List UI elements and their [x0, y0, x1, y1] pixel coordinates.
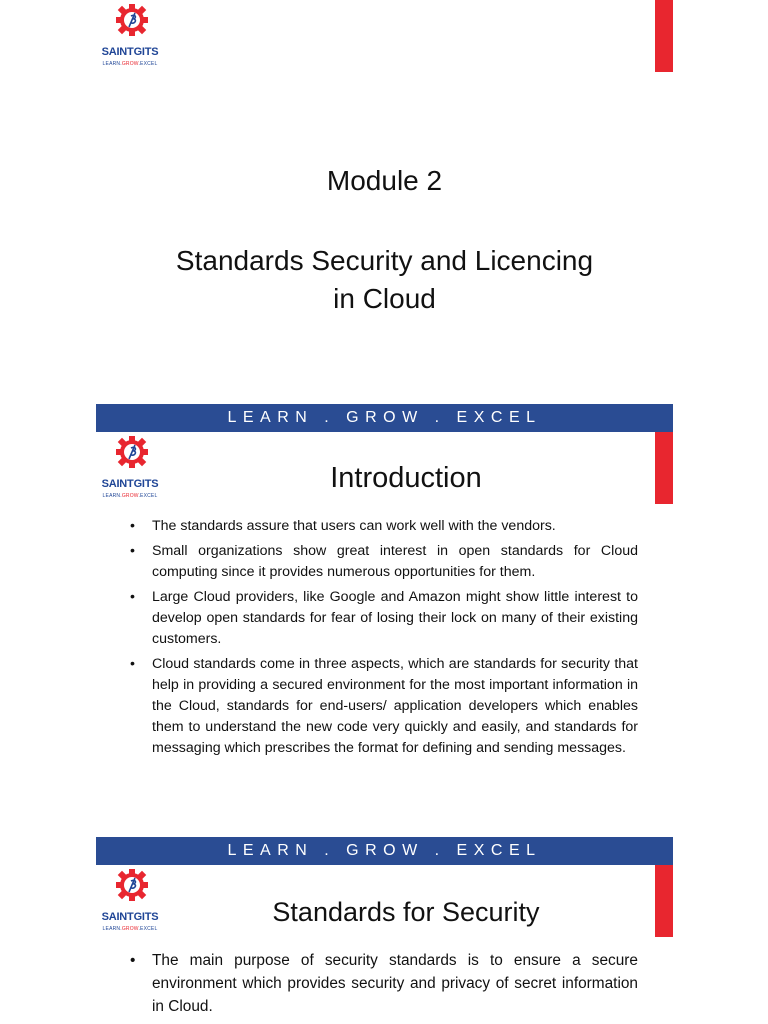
saintgits-logo: [100, 4, 160, 70]
logo-name: SAINTGITS: [101, 911, 159, 923]
bullet-item: • Small organizations show great interest in open standards for Cloud computing since it provides numerous opportunities for them.: [126, 541, 638, 583]
slide-introduction: [96, 432, 673, 837]
module-subtitle: [136, 242, 633, 318]
red-accent-bar: [655, 432, 673, 504]
logo-tagline: LEARN.GROW.EXCEL: [102, 493, 158, 499]
bullet-item: • The standards assure that users can work well with the vendors.: [126, 516, 638, 537]
gear-logo-icon: [116, 4, 148, 44]
logo-tagline: LEARN.GROW.EXCEL: [102, 61, 158, 67]
logo-name: SAINTGITS: [101, 478, 159, 490]
gear-logo-icon: [116, 436, 148, 476]
slide-module-title: [96, 0, 673, 404]
bullet-item: • Large Cloud providers, like Google and Amazon might show little interest to develop open standards for fear of losing their lock on many of their existing customers.: [126, 587, 638, 650]
saintgits-logo: [100, 869, 160, 935]
footer-banner: LEARN . GROW . EXCEL: [96, 837, 673, 865]
saintgits-logo: [100, 436, 160, 502]
module-title: Module 2: [326, 165, 443, 196]
bullet-item: • The main purpose of security standards is to ensure a secure environment which provides security and privacy of secret information in Cloud.: [126, 949, 638, 1018]
module-subtitle-line1: Standards Security and Licencing: [175, 245, 594, 276]
bullet-item: • Cloud standards come in three aspects, which are standards for security that help in providing a secured environment for the most important information in the Cloud, standards for end-users/ application developers which enables them to understand the new code very quickly and easily, and standards for messaging which prescribes the format for defining and sending messages.: [126, 654, 638, 759]
red-accent-bar: [655, 0, 673, 72]
logo-tagline: LEARN.GROW.EXCEL: [102, 926, 158, 932]
logo-name: SAINTGITS: [101, 46, 159, 58]
footer-banner: LEARN . GROW . EXCEL: [96, 404, 673, 432]
slide-heading: Standards for Security: [272, 897, 540, 927]
slide-standards-security: [96, 865, 673, 1024]
gear-logo-icon: [116, 869, 148, 909]
module-subtitle-line2: in Cloud: [333, 283, 436, 314]
bullet-list: [126, 516, 638, 763]
slide-heading: Introduction: [330, 462, 482, 494]
bullet-list: [126, 949, 638, 1022]
red-accent-bar: [655, 865, 673, 937]
